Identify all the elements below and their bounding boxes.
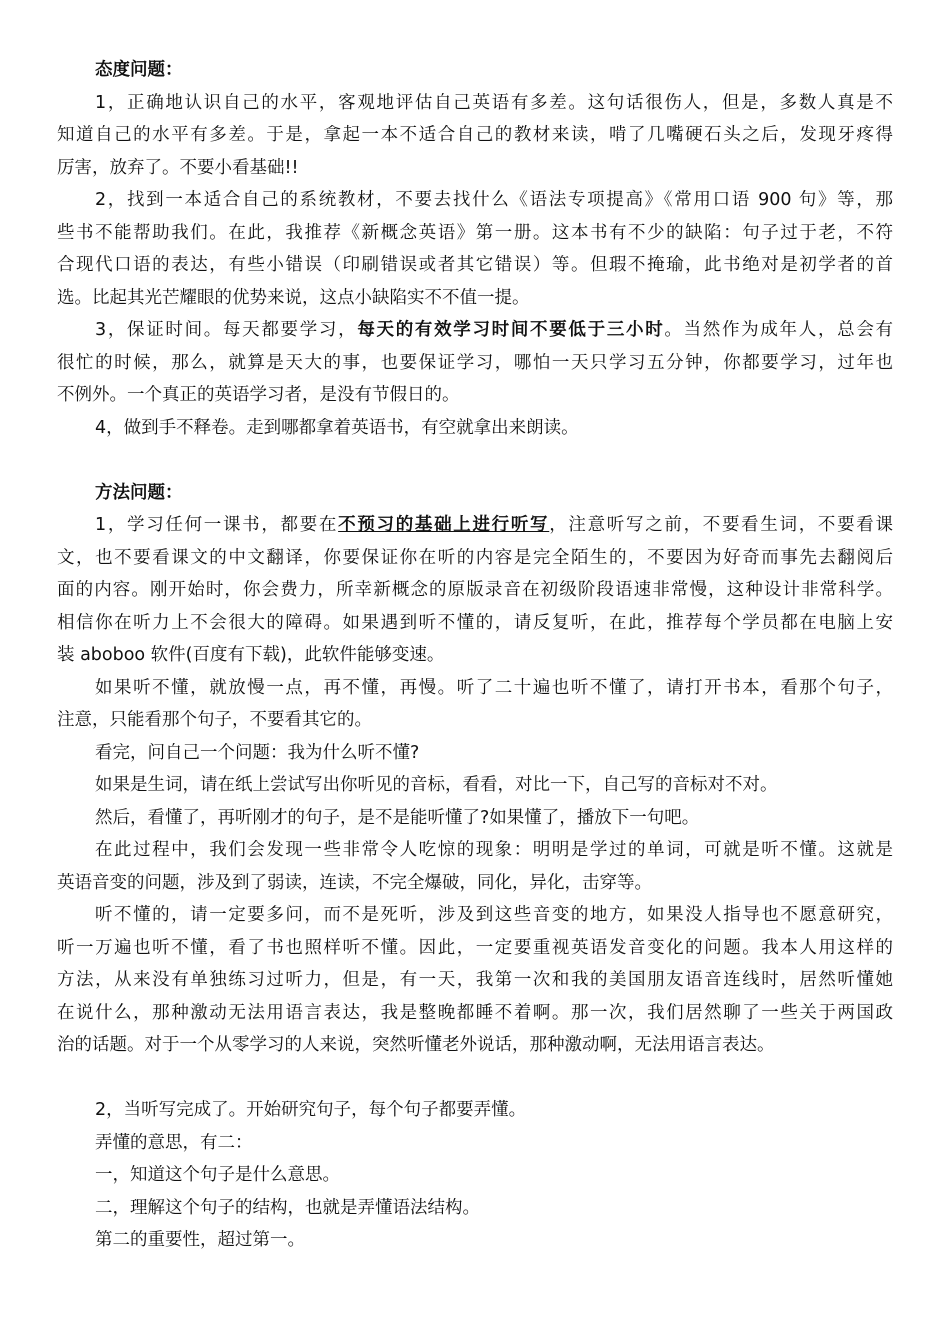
method-p7-line1: 听不懂的，请一定要多问，而不是死听，涉及到这些音变的地方，如果没人指导也不愿意研究， <box>95 905 893 925</box>
attitude-p3-line2: 很忙的时候，那么，就算是天大的事，也要保证学习，哪怕一天只学习五分钟，你都要学习，过年也 <box>57 352 893 373</box>
method-p7-line5: 治的话题。对于一个从零学习的人来说，突然听懂老外说话，那种激动啊，无法用语言表达。 <box>57 1035 775 1055</box>
attitude-p1-line2: 知道自己的水平有多差。于是，拿起一本不适合自己的教材来读，啃了几嘴硬石头之后，发现牙疼得 <box>57 125 893 145</box>
method-p11: 二，理解这个句子的结构，也就是弄懂语法结构。 <box>95 1197 480 1218</box>
method-p1-emphasis: 不预习的基础上进行听写 <box>338 515 550 535</box>
method-p4: 如果是生词，请在纸上尝试写出你听见的音标，看看，对比一下，自己写的音标对不对。 <box>95 775 778 795</box>
attitude-p2-line3: 合现代口语的表达，有些小错误（印刷错误或者其它错误）等。但瑕不掩瑜，此书绝对是初学者的首 <box>57 255 893 275</box>
method-p2-line2: 注意，只能看那个句子，不要看其它的。 <box>57 710 372 730</box>
method-p1-line3: 面的内容。刚开始时，你会费力，所幸新概念的原版录音在初级阶段语速非常慢，这种设计非常科学。 <box>57 580 893 600</box>
method-p7-line2: 听一万遍也听不懂，看了书也照样听不懂。因此，一定要重视英语发音变化的问题。我本人用这样的 <box>57 937 893 958</box>
attitude-p3-text-after: 。当然作为成年人，总会有 <box>664 320 893 340</box>
method-p6-line2: 英语音变的问题，涉及到了弱读，连读，不完全爆破，同化，异化，击穿等。 <box>57 872 652 893</box>
method-p6-line1: 在此过程中，我们会发现一些非常令人吃惊的现象：明明是学过的单词，可就是听不懂。这就是 <box>95 840 893 860</box>
method-p1-text-after: ，注意听写之前，不要看生词，不要看课 <box>549 515 893 535</box>
method-p10: 一，知道这个句子是什么意思。 <box>95 1165 340 1185</box>
method-p7-line4: 在说什么，那种激动无法用语言表达，我是整晚都睡不着啊。那一次，我们居然聊了一些关于两国政 <box>57 1002 893 1023</box>
method-p1-line5: 装 aboboo 软件(百度有下载)，此软件能够变速。 <box>57 645 445 665</box>
section-heading-method: 方法问题： <box>95 482 183 503</box>
paragraph-spacer <box>57 1062 893 1095</box>
method-p1-line2: 文，也不要看课文的中文翻译，你要保证你在听的内容是完全陌生的，不要因为好奇而事先去翻阅后 <box>57 547 893 568</box>
attitude-p2-line2: 些书不能帮助我们。在此，我推荐《新概念英语》第一册。这本书有不少的缺陷：句子过于老，不符 <box>57 222 893 243</box>
method-p1-line1 <box>57 509 893 542</box>
method-p2-line1: 如果听不懂，就放慢一点，再不懂，再慢。听了二十遍也听不懂了，请打开书本，看那个句子， <box>95 677 893 698</box>
method-p7-line3: 方法，从来没有单独练习过听力，但是，有一天，我第一次和我的美国朋友语音连线时，居然听懂她 <box>57 970 893 990</box>
attitude-p2-line4: 选。比起其光芒耀眼的优势来说，这点小缺陷实不不值一提。 <box>57 287 530 308</box>
section-spacer <box>57 444 893 477</box>
attitude-p1-line3: 厉害，放弃了。不要小看基础!! <box>57 157 299 178</box>
attitude-p3-emphasis: 每天的有效学习时间不要低于三小时 <box>357 320 665 340</box>
attitude-p3-text: 3，保证时间。每天都要学习， <box>95 320 358 340</box>
method-p1-text: 1，学习任何一课书，都要在 <box>95 515 339 535</box>
section-heading-attitude: 态度问题： <box>95 60 183 80</box>
method-p8: 2，当听写完成了。开始研究句子，每个句子都要弄懂。 <box>95 1100 527 1120</box>
method-p1-line4: 相信你在听力上不会很大的障碍。如果遇到听不懂的，请反复听，在此，推荐每个学员都在电脑上安 <box>57 612 893 633</box>
attitude-p2-line1: 2，找到一本适合自己的系统教材，不要去找什么《语法专项提高》《常用口语 900 句》等，那 <box>95 190 893 210</box>
document-page <box>57 54 893 1257</box>
attitude-p1-line1: 1，正确地认识自己的水平，客观地评估自己英语有多差。这句话很伤人，但是，多数人真是不 <box>95 92 893 113</box>
attitude-p3-line3: 不例外。一个真正的英语学习者，是没有节假日的。 <box>57 385 460 405</box>
attitude-p3-line1 <box>57 314 893 347</box>
method-p5: 然后，看懂了，再听刚才的句子，是不是能听懂了?如果懂了，播放下一句吧。 <box>95 807 700 828</box>
attitude-p4: 4，做到手不释卷。走到哪都拿着英语书，有空就拿出来朗读。 <box>95 417 579 438</box>
method-p3: 看完，问自己一个问题：我为什么听不懂? <box>95 742 420 763</box>
method-p9: 弄懂的意思，有二： <box>95 1132 253 1153</box>
method-p12: 第二的重要性，超过第一。 <box>95 1230 305 1250</box>
